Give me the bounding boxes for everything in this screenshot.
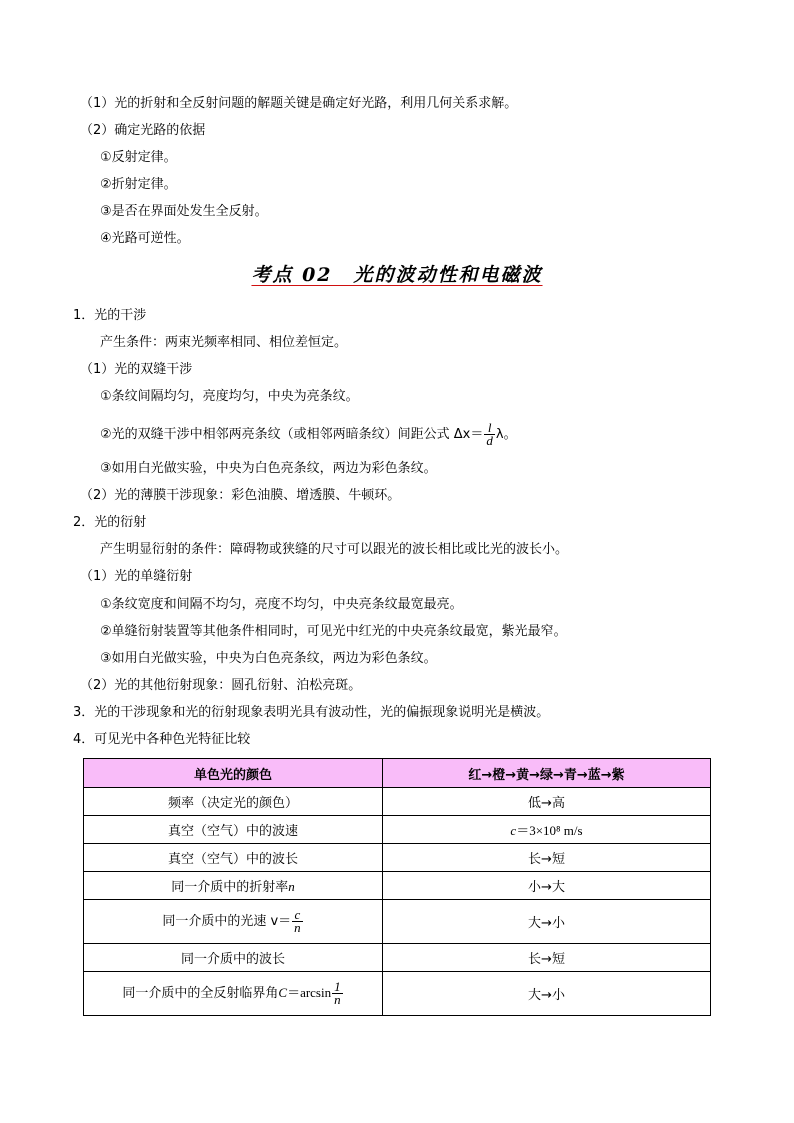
row-value: 低→高	[383, 788, 711, 816]
row-label: 真空（空气）中的波速	[84, 816, 383, 844]
intro-paragraph-1: （1）光的折射和全反射问题的解题关键是确定好光路，利用几何关系求解。	[80, 96, 518, 111]
spacing-fraction	[484, 422, 495, 447]
table-row	[84, 788, 711, 816]
row-label	[84, 900, 383, 944]
double-slit-item-3: ③如用白光做实验，中央为白色亮条纹，两边为彩色条纹。	[100, 461, 437, 476]
row-value	[383, 816, 711, 844]
other-diffraction-paragraph: （2）光的其他衍射现象：圆孔衍射、泊松亮斑。	[80, 678, 362, 693]
row-value: 长→短	[383, 844, 711, 872]
fraction-denominator: d	[486, 433, 493, 448]
table-row	[84, 944, 711, 972]
diffraction-heading: 2．光的衍射	[73, 515, 147, 530]
intro-item-3: ③是否在界面处发生全反射。	[100, 204, 268, 219]
interference-heading: 1．光的干涉	[73, 308, 147, 323]
double-slit-item-2	[100, 422, 517, 447]
table-header-cell: 红→橙→黄→绿→青→蓝→紫	[383, 759, 711, 788]
intro-paragraph-2: （2）确定光路的依据	[80, 123, 206, 138]
single-slit-item-2: ②单缝衍射装置等其他条件相同时，可见光中红光的中央亮条纹最宽，紫光最窄。	[100, 624, 567, 639]
speed-fraction	[292, 909, 303, 934]
table-row	[84, 872, 711, 900]
table-header-cell: 单色光的颜色	[84, 759, 383, 788]
label-arcsin: ＝arcsin	[287, 985, 332, 1000]
table-row	[84, 900, 711, 944]
row-value: 小→大	[383, 872, 711, 900]
intro-item-2: ②折射定律。	[100, 177, 177, 192]
intro-item-1: ①反射定律。	[100, 150, 177, 165]
row-value: 大→小	[383, 900, 711, 944]
formula-suffix: λ。	[495, 427, 517, 442]
single-slit-item-3: ③如用白光做实验，中央为白色亮条纹，两边为彩色条纹。	[100, 651, 437, 666]
label-text: 同一介质中的光速 v＝	[162, 914, 292, 929]
row-label	[84, 972, 383, 1016]
speed-value: ＝3×10⁸ m/s	[516, 823, 583, 838]
point-4: 4．可见光中各种色光特征比较	[73, 732, 251, 747]
section-title: 考点 02 光的波动性和电磁波	[251, 264, 543, 286]
fraction-numerator: c	[292, 909, 303, 922]
label-text: 同一介质中的折射率	[171, 880, 289, 895]
table-row	[84, 844, 711, 872]
color-comparison-table	[83, 758, 711, 1016]
single-slit-heading: （1）光的单缝衍射	[80, 569, 193, 584]
row-value: 大→小	[383, 972, 711, 1016]
diffraction-condition: 产生明显衍射的条件：障碍物或狭缝的尺寸可以跟光的波长相比或比光的波长小。	[100, 542, 569, 557]
label-variable: C	[278, 985, 288, 1000]
fraction-denominator: n	[294, 920, 301, 935]
table-header-row	[84, 759, 711, 788]
row-label: 同一介质中的波长	[84, 944, 383, 972]
single-slit-item-1: ①条纹宽度和间隔不均匀，亮度不均匀，中央亮条纹最宽最亮。	[100, 597, 463, 612]
fraction-numerator: l	[484, 422, 495, 435]
label-variable: n	[288, 879, 295, 894]
row-label	[84, 872, 383, 900]
intro-item-4: ④光路可逆性。	[100, 231, 190, 246]
point-3: 3．光的干涉现象和光的衍射现象表明光具有波动性，光的偏振现象说明光是横波。	[73, 705, 550, 720]
interference-condition: 产生条件：两束光频率相同、相位差恒定。	[100, 335, 348, 350]
row-label: 真空（空气）中的波长	[84, 844, 383, 872]
table-row	[84, 972, 711, 1016]
double-slit-heading: （1）光的双缝干涉	[80, 362, 193, 377]
table-row	[84, 816, 711, 844]
row-label: 频率（决定光的颜色）	[84, 788, 383, 816]
thin-film-paragraph: （2）光的薄膜干涉现象：彩色油膜、增透膜、牛顿环。	[80, 488, 401, 503]
critical-angle-fraction	[332, 981, 343, 1006]
fraction-denominator: n	[334, 992, 341, 1007]
double-slit-item-1: ①条纹间隔均匀，亮度均匀，中央为亮条纹。	[100, 389, 359, 404]
row-value: 长→短	[383, 944, 711, 972]
label-text: 同一介质中的全反射临界角	[122, 986, 279, 1001]
fraction-numerator: 1	[334, 979, 341, 994]
formula-prefix: ②光的双缝干涉中相邻两亮条纹（或相邻两暗条纹）间距公式 Δx＝	[100, 427, 484, 442]
speed-of-light-symbol: c	[510, 823, 517, 838]
